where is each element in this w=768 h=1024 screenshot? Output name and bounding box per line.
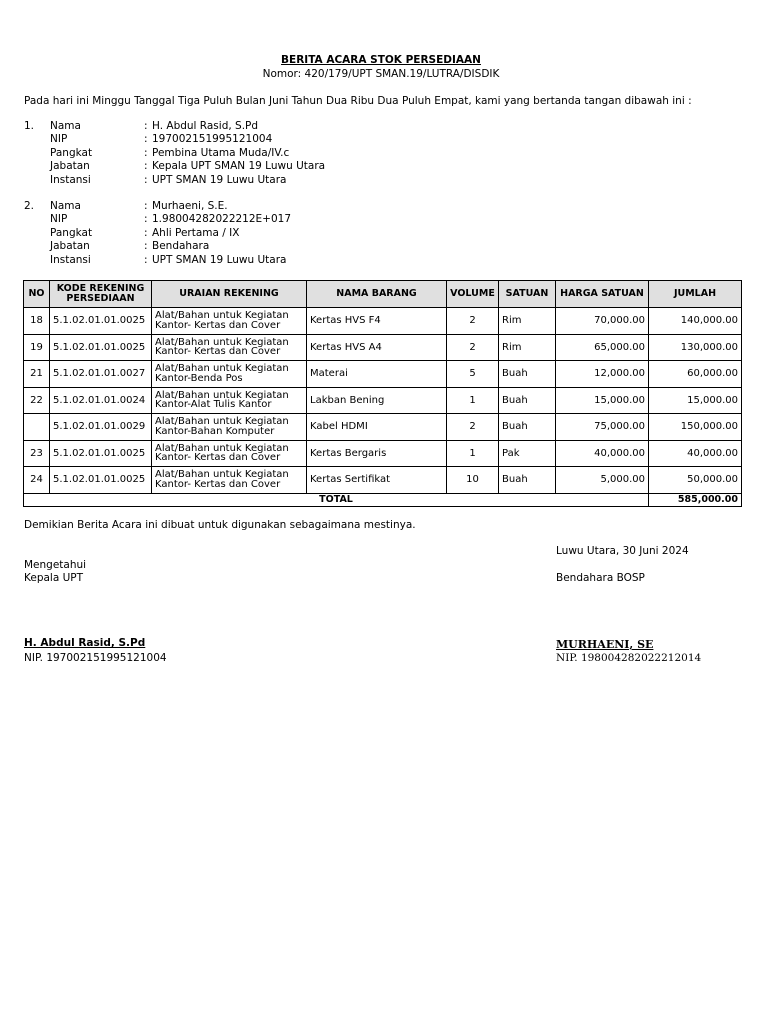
table-body [24, 308, 742, 494]
cell-uraian-rekening [152, 308, 307, 335]
closing-statement: Demikian Berita Acara ini dibuat untuk digunakan sebagaimana mestinya. [24, 519, 416, 531]
cell-kode-rekening: 5.1.02.01.01.0024 [50, 387, 152, 414]
cell-nama-barang: Materai [307, 361, 447, 388]
table-row [24, 308, 742, 335]
cell-uraian-rekening [152, 440, 307, 467]
cell-uraian-rekening [152, 387, 307, 414]
document-number: Nomor: 420/179/UPT SMAN.19/LUTRA/DISDIK [262, 68, 500, 80]
cell-jumlah: 130,000.00 [649, 334, 742, 361]
cell-satuan: Rim [499, 308, 556, 335]
cell-jumlah: 140,000.00 [649, 308, 742, 335]
field-label: Nama [50, 120, 81, 132]
cell-nama-barang: Kabel HDMI [307, 414, 447, 441]
cell-uraian-rekening [152, 467, 307, 494]
cell-satuan: Buah [499, 361, 556, 388]
person-number: 2. [24, 200, 35, 212]
cell-satuan: Pak [499, 440, 556, 467]
field-label: Instansi [50, 253, 91, 266]
field-value: UPT SMAN 19 Luwu Utara [152, 173, 287, 186]
header-nama-barang: NAMA BARANG [307, 281, 447, 308]
uraian-line: Alat/Bahan untuk Kegiatan [155, 389, 289, 401]
field-label: Nama [50, 200, 81, 212]
table-row [24, 361, 742, 388]
cell-kode-rekening: 5.1.02.01.01.0025 [50, 308, 152, 335]
table-row [24, 334, 742, 361]
right-signer-name: MURHAENI, SE [556, 638, 654, 651]
person-2-nip-row [24, 213, 424, 226]
person-number: 1. [24, 120, 35, 132]
table-row [24, 387, 742, 414]
person-1-nama-row [24, 120, 424, 133]
cell-no: 24 [24, 467, 50, 494]
cell-uraian-rekening [152, 361, 307, 388]
field-label: Pangkat [50, 146, 93, 159]
uraian-line: Kantor-Benda Pos [155, 372, 243, 384]
table-row [24, 467, 742, 494]
field-colon: : [144, 133, 148, 146]
cell-kode-rekening: 5.1.02.01.01.0025 [50, 467, 152, 494]
left-signer-line-2: Kepala UPT [24, 572, 84, 584]
cell-no: 23 [24, 440, 50, 467]
field-value: 197002151995121004 [152, 133, 273, 146]
left-signer-nip: NIP. 197002151995121004 [24, 652, 167, 664]
field-colon: : [144, 120, 148, 132]
left-signer-name: H. Abdul Rasid, S.Pd [24, 637, 146, 649]
cell-jumlah: 15,000.00 [649, 387, 742, 414]
cell-uraian-rekening [152, 414, 307, 441]
cell-kode-rekening: 5.1.02.01.01.0027 [50, 361, 152, 388]
header-satuan: SATUAN [499, 281, 556, 308]
person-1-block [24, 120, 424, 187]
document-title: BERITA ACARA STOK PERSEDIAAN [281, 54, 481, 66]
cell-volume: 5 [447, 361, 499, 388]
table-row [24, 440, 742, 467]
cell-nama-barang: Kertas HVS A4 [307, 334, 447, 361]
field-value: Pembina Utama Muda/IV.c [152, 146, 290, 159]
cell-volume: 1 [447, 440, 499, 467]
person-1-instansi-row [24, 174, 424, 187]
cell-harga-satuan: 75,000.00 [556, 414, 649, 441]
field-value: UPT SMAN 19 Luwu Utara [152, 253, 287, 266]
field-colon: : [144, 253, 148, 266]
field-value: Murhaeni, S.E. [152, 200, 228, 212]
header-volume: VOLUME [447, 281, 499, 308]
uraian-line: Alat/Bahan untuk Kegiatan [155, 416, 289, 428]
uraian-line: Alat/Bahan untuk Kegiatan [155, 336, 289, 348]
right-signer-nip: NIP. 198004282022212014 [556, 652, 702, 664]
cell-nama-barang: Kertas HVS F4 [307, 308, 447, 335]
cell-nama-barang: Kertas Bergaris [307, 440, 447, 467]
uraian-line: Kantor- Kertas dan Cover [155, 452, 281, 464]
cell-harga-satuan: 12,000.00 [556, 361, 649, 388]
cell-satuan: Buah [499, 387, 556, 414]
cell-harga-satuan: 5,000.00 [556, 467, 649, 494]
place-date: Luwu Utara, 30 Juni 2024 [556, 545, 689, 557]
uraian-line: Alat/Bahan untuk Kegiatan [155, 442, 289, 454]
cell-jumlah: 150,000.00 [649, 414, 742, 441]
uraian-line: Kantor- Kertas dan Cover [155, 346, 281, 358]
person-1-pangkat-row [24, 147, 424, 160]
field-colon: : [144, 160, 148, 173]
person-2-pangkat-row [24, 227, 424, 240]
cell-no: 19 [24, 334, 50, 361]
field-value: Ahli Pertama / IX [152, 226, 240, 239]
field-colon: : [144, 146, 148, 159]
cell-kode-rekening: 5.1.02.01.01.0025 [50, 334, 152, 361]
uraian-line: Alat/Bahan untuk Kegiatan [155, 469, 289, 481]
uraian-line: Kantor- Kertas dan Cover [155, 478, 281, 490]
field-colon: : [144, 200, 148, 212]
field-label: NIP [50, 213, 68, 226]
header-kode-rekening: KODE REKENING PERSEDIAAN [50, 281, 152, 308]
uraian-line: Kantor- Kertas dan Cover [155, 319, 281, 331]
cell-kode-rekening: 5.1.02.01.01.0025 [50, 440, 152, 467]
field-label: Jabatan [50, 160, 90, 173]
table-header-row [24, 281, 742, 308]
field-label: Jabatan [50, 240, 90, 253]
left-signer-line-1: Mengetahui [24, 559, 87, 571]
cell-volume: 2 [447, 308, 499, 335]
cell-no: 22 [24, 387, 50, 414]
cell-uraian-rekening [152, 334, 307, 361]
person-2-nama-row [24, 200, 424, 213]
total-row [24, 493, 742, 506]
cell-nama-barang: Kertas Sertifikat [307, 467, 447, 494]
cell-no [24, 414, 50, 441]
field-value: 1.98004282022212E+017 [152, 213, 292, 226]
cell-no: 18 [24, 308, 50, 335]
cell-volume: 1 [447, 387, 499, 414]
uraian-line: Kantor-Alat Tulis Kantor [155, 399, 272, 411]
person-2-instansi-row [24, 254, 424, 267]
person-2-block [24, 200, 424, 267]
field-colon: : [144, 173, 148, 186]
field-label: Pangkat [50, 226, 93, 239]
cell-harga-satuan: 40,000.00 [556, 440, 649, 467]
cell-volume: 2 [447, 414, 499, 441]
cell-jumlah: 50,000.00 [649, 467, 742, 494]
cell-nama-barang: Lakban Bening [307, 387, 447, 414]
cell-harga-satuan: 70,000.00 [556, 308, 649, 335]
field-colon: : [144, 240, 148, 253]
header-jumlah: JUMLAH [649, 281, 742, 308]
uraian-line: Kantor-Bahan Komputer [155, 425, 275, 437]
uraian-line: Alat/Bahan untuk Kegiatan [155, 363, 289, 375]
cell-jumlah: 60,000.00 [649, 361, 742, 388]
field-value: Kepala UPT SMAN 19 Luwu Utara [152, 160, 326, 173]
field-label: NIP [50, 133, 68, 146]
field-colon: : [144, 226, 148, 239]
header-uraian-rekening: URAIAN REKENING [152, 281, 307, 308]
cell-harga-satuan: 15,000.00 [556, 387, 649, 414]
cell-satuan: Buah [499, 467, 556, 494]
cell-volume: 10 [447, 467, 499, 494]
field-label: Instansi [50, 173, 91, 186]
cell-harga-satuan: 65,000.00 [556, 334, 649, 361]
cell-kode-rekening: 5.1.02.01.01.0029 [50, 414, 152, 441]
cell-no: 21 [24, 361, 50, 388]
table-row [24, 414, 742, 441]
right-signer-role: Bendahara BOSP [556, 572, 645, 584]
field-value: H. Abdul Rasid, S.Pd [152, 120, 259, 132]
cell-jumlah: 40,000.00 [649, 440, 742, 467]
header-no: NO [24, 281, 50, 308]
field-value: Bendahara [152, 240, 210, 253]
stock-table [23, 280, 742, 507]
person-2-jabatan-row [24, 240, 424, 253]
uraian-line: Alat/Bahan untuk Kegiatan [155, 310, 289, 322]
person-1-nip-row [24, 133, 424, 146]
field-colon: : [144, 213, 148, 226]
intro-paragraph: Pada hari ini Minggu Tanggal Tiga Puluh Bulan Juni Tahun Dua Ribu Dua Puluh Empat, kami yang bertanda tangan dibawah ini : [24, 95, 692, 107]
cell-satuan: Rim [499, 334, 556, 361]
cell-satuan: Buah [499, 414, 556, 441]
person-1-jabatan-row [24, 160, 424, 173]
header-harga-satuan: HARGA SATUAN [556, 281, 649, 308]
total-label: TOTAL [24, 493, 649, 506]
total-value: 585,000.00 [649, 493, 742, 506]
cell-volume: 2 [447, 334, 499, 361]
